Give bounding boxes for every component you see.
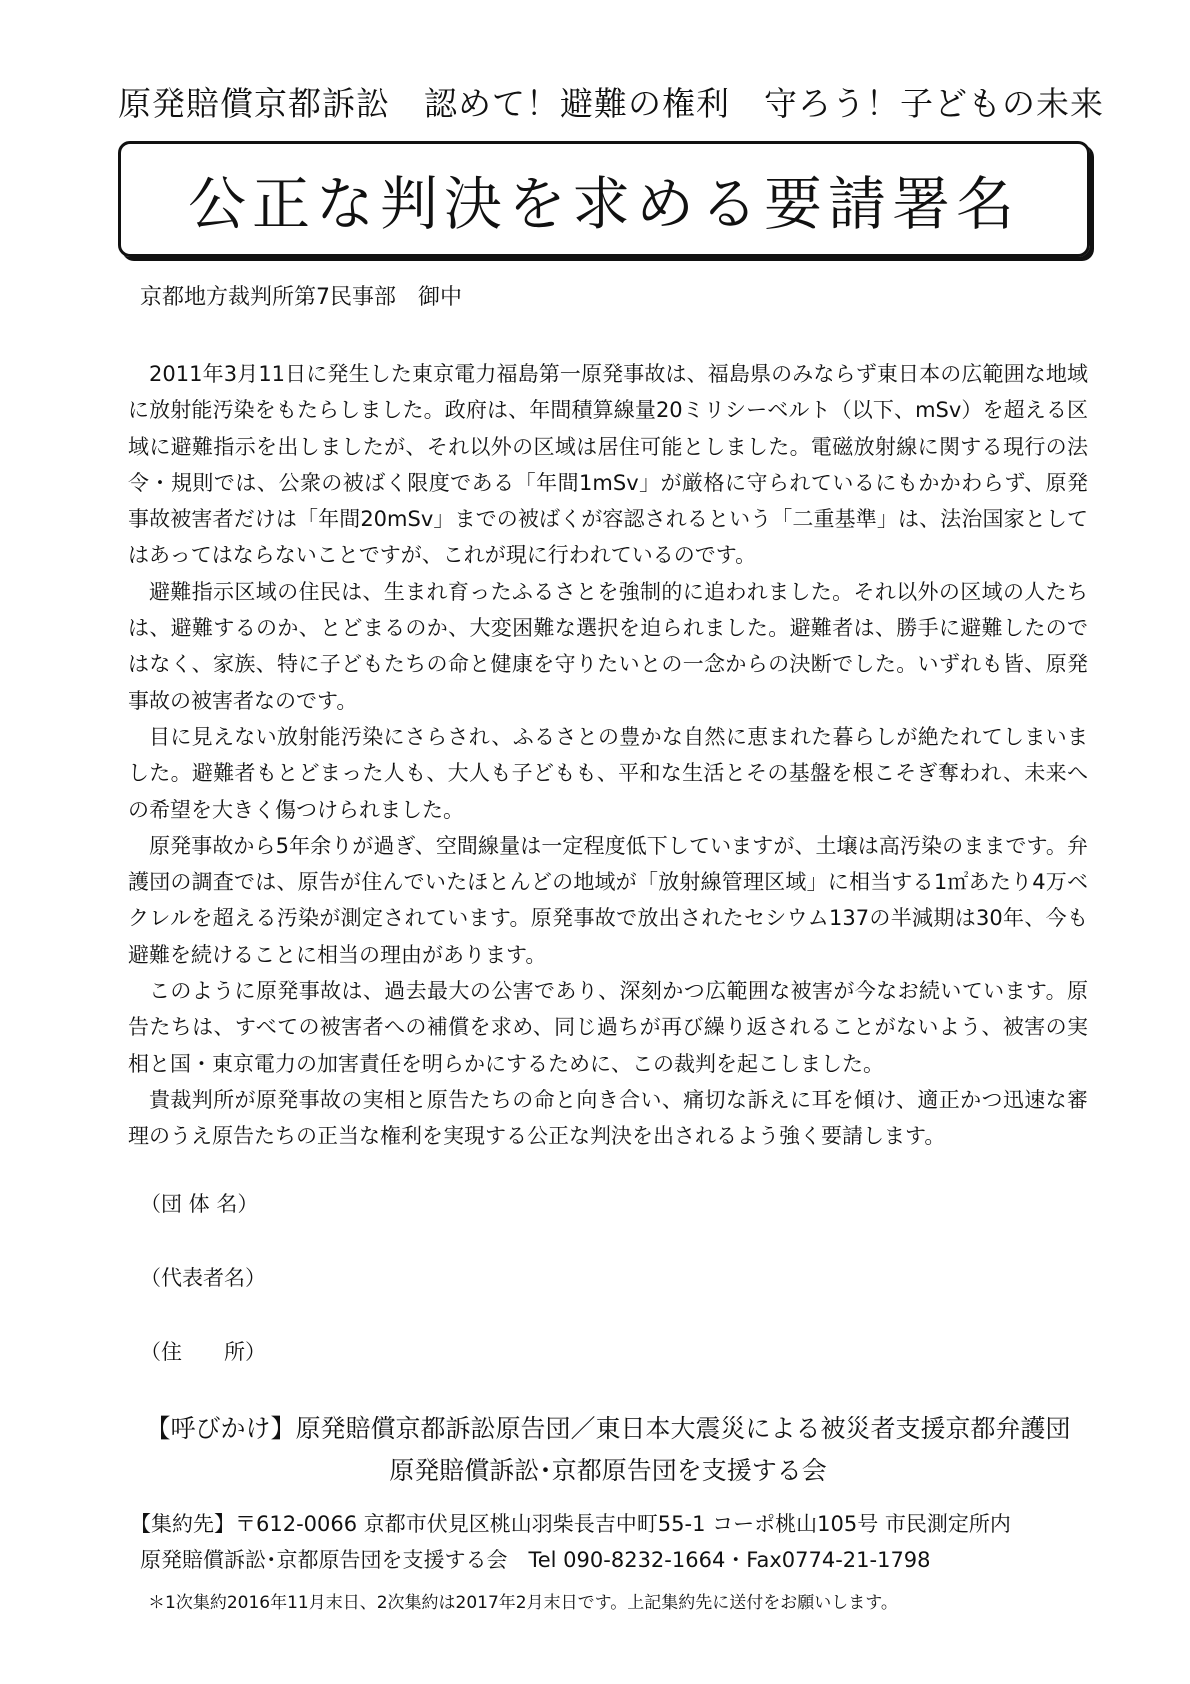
title-box — [118, 141, 1090, 257]
representative-field: （代表者名） — [140, 1266, 266, 1290]
address-field: （住 所） — [140, 1340, 266, 1364]
sponsors-line-2: 原発賠償訴訟･京都原告団を支援する会 — [389, 1456, 827, 1485]
collection-line-2: 原発賠償訴訟･京都原告団を支援する会 Tel 090-8232-1664・Fax0774-21-1798 — [140, 1548, 931, 1572]
paragraph-6: 貴裁判所が原発事故の実相と原告たちの命と向き合い、痛切な訴えに耳を傾け、適正かつ迅速な審理のうえ原告たちの正当な権利を実現する公正な判決を出されるよう強く要請します。 — [128, 1087, 1088, 1149]
page-title: 公正な判決を求める要請署名 — [187, 170, 1020, 238]
paragraph-5: このように原発事故は、過去最大の公害であり、深刻かつ広範囲な被害が今なお続いています。原告たちは、すべての被害者への補償を求め、同じ過ちが再び繰り返されることがないよう、被害の実相と国・東京電力の加害責任を明らかにするために、この裁判を起こしました。 — [128, 979, 1088, 1076]
addressee: 京都地方裁判所第7民事部 御中 — [140, 285, 462, 310]
collection-address — [130, 1506, 1090, 1578]
paragraph-3: 目に見えない放射能汚染にさらされ、ふるさとの豊かな自然に恵まれた暮らしが絶たれてしまいました。避難者もとどまった人も、大人も子どもも、平和な生活とその基盤を根こそぎ奪われ、未来への希望を大きく傷つけられました。 — [128, 724, 1088, 822]
sponsors — [118, 1408, 1098, 1492]
sponsors-line-1: 【呼びかけ】原発賠償京都訴訟原告団／東日本大震災による被災者支援京都弁護団 — [145, 1414, 1071, 1443]
footnote: ＊1次集約2016年11月末日、2次集約は2017年2月末日です。上記集約先に送付をお願いします。 — [148, 1593, 898, 1613]
petition-body — [128, 356, 1088, 1155]
paragraph-4: 原発事故から5年余りが過ぎ、空間線量は一定程度低下していますが、土壌は高汚染のままです。弁護団の調査では、原告が住んでいたほとんどの地域が「放射線管理区域」に相当する1㎡あたり4万ベクレルを超える汚染が測定されています。原発事故で放出されたセシウム137の半減期は30年、今も避難を続けることに相当の理由があります。 — [128, 833, 1088, 967]
slogan-header: 原発賠償京都訴訟 認めて！避難の権利 守ろう！子どもの未来 — [118, 84, 1104, 123]
paragraph-1: 2011年3月11日に発生した東京電力福島第一原発事故は、福島県のみならず東日本の広範囲な地域に放射能汚染をもたらしました。政府は、年間積算線量20ミリシーベルト（以下、mSv）を超える区域に避難指示を出しましたが、それ以外の区域は居住可能としました。電磁放射線に関する現行の法令・規則では、公衆の被ばく限度である「年間1mSv」が厳格に守られているにもかかわらず、原発事故被害者だけは「年間20mSv」までの被ばくが容認されるという「二重基準」は、法治国家としてはあってはならないことですが、これが現に行われているのです。 — [128, 362, 1088, 568]
paragraph-2: 避難指示区域の住民は、生まれ育ったふるさとを強制的に追われました。それ以外の区域の人たちは、避難するのか、とどまるのか、大変困難な選択を迫られました。避難者は、勝手に避難したのではなく、家族、特に子どもたちの命と健康を守りたいとの一念からの決断でした。いずれも皆、原発事故の被害者なのです。 — [128, 579, 1088, 713]
org-name-field: （団 体 名） — [140, 1192, 259, 1216]
collection-line-1: 【集約先】〒612-0066 京都市伏見区桃山羽柴長吉中町55-1 コーポ桃山105号 市民測定所内 — [130, 1512, 1011, 1536]
